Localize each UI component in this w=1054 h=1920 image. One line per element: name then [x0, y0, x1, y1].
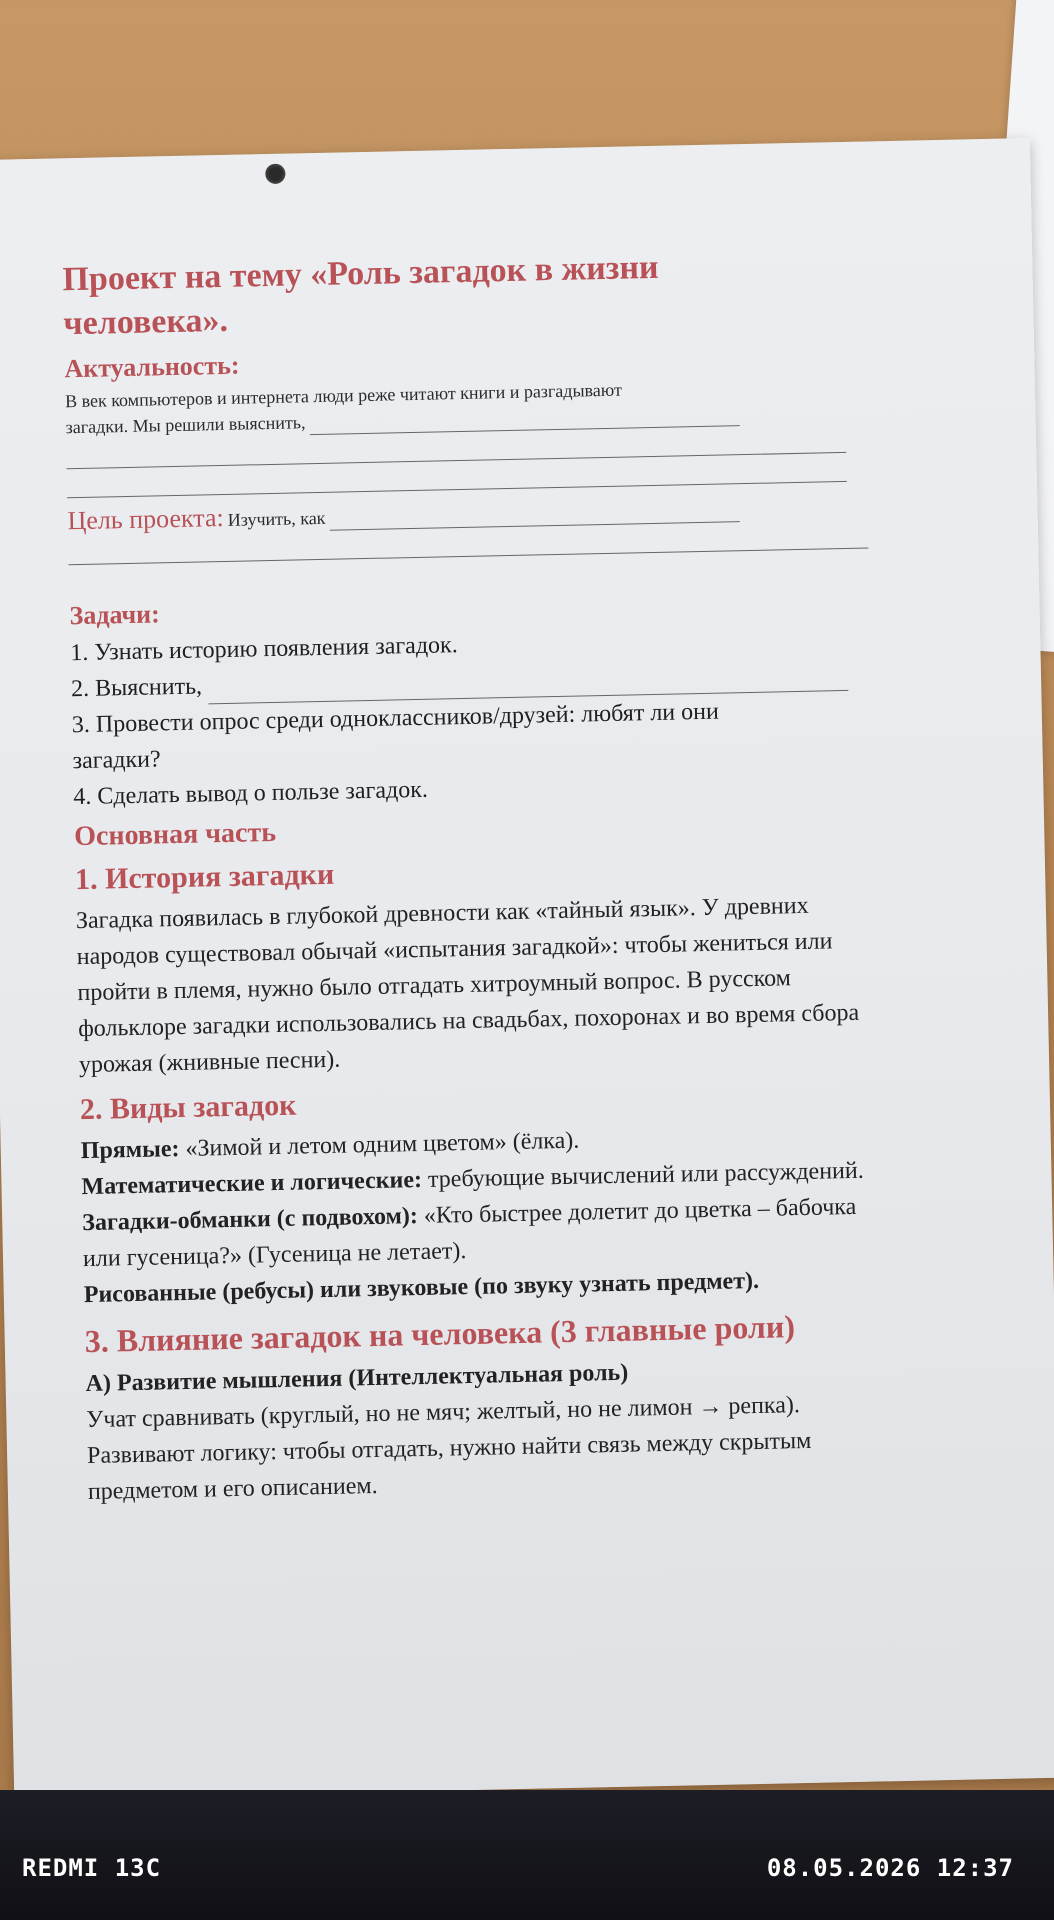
influence-heading: 3. Влияние загадок на человека (3 главные роли): [84, 1308, 796, 1360]
goal-text: Изучить, как: [227, 507, 326, 530]
document-title-line2: человека».: [63, 301, 229, 343]
relevance-text2: загадки. Мы решили выяснить,: [65, 412, 306, 438]
document-title-line1: Проект на тему «Роль загадок в жизни: [62, 248, 659, 299]
history-line: народов существовал обычай «испытания загадкой»: чтобы жениться или: [76, 928, 833, 971]
history-line: пройти в племя, нужно было отгадать хитроумный вопрос. В русском: [77, 965, 792, 1007]
types-trick-text: «Кто быстрее долетит до цветка – бабочка: [423, 1193, 857, 1229]
history-heading: 1. История загадки: [74, 857, 335, 897]
task-item-4: 4. Сделать вывод о пользе загадок.: [73, 776, 429, 811]
types-trick-label: Загадки-обманки (с подвохом):: [82, 1203, 419, 1237]
types-heading: 2. Виды загадок: [79, 1088, 297, 1127]
relevance-heading: Актуальность:: [64, 350, 240, 384]
types-drawn: Рисованные (ребусы) или звуковые (по звуку узнать предмет).: [83, 1267, 760, 1309]
history-line: фольклоре загадки использовались на свадьбах, похоронах и во время сбора: [77, 999, 860, 1043]
history-line: урожая (жнивные песни).: [78, 1046, 341, 1079]
types-math-label: Математические и логические:: [81, 1166, 423, 1201]
main-part-heading: Основная часть: [73, 816, 277, 853]
goal-heading: Цель проекта:: [67, 502, 224, 536]
influence-line: Развивают логику: чтобы отгадать, нужно найти связь между скрытым: [86, 1427, 812, 1470]
document-page: [0, 138, 1054, 1800]
camera-timestamp: 08.05.2026 12:37: [766, 1854, 1014, 1882]
task-item-1: 1. Узнать историю появления загадок.: [70, 632, 458, 667]
types-math-text: требующие вычислений или рассуждений.: [427, 1157, 864, 1193]
tasks-heading: Задачи:: [69, 599, 160, 631]
types-direct-label: Прямые:: [80, 1136, 180, 1165]
task-item-3: 3. Провести опрос среди одноклассников/друзей: любят ли они: [71, 698, 720, 739]
types-direct-text: «Зимой и летом одним цветом» (ёлка).: [185, 1127, 580, 1162]
influence-sub-a: А) Развитие мышления (Интеллектуальная роль): [85, 1359, 629, 1398]
influence-line: Учат сравнивать (круглый, но не мяч; желтый, но не лимон → репка).: [86, 1392, 801, 1434]
history-line: Загадка появилась в глубокой древности как «тайный язык». У древних: [75, 892, 809, 935]
types-trick-cont: или гусеница?» (Гусеница не летает).: [82, 1238, 467, 1273]
influence-line: предметом и его описанием.: [87, 1472, 378, 1506]
task-item-2: 2. Выяснить,: [70, 673, 203, 703]
pin-icon: [265, 164, 285, 184]
relevance-text1: В век компьютеров и интернета люди реже читают книги и разгадывают: [64, 379, 623, 412]
task-item-3-cont: загадки?: [72, 746, 161, 775]
document-content: [62, 239, 988, 1510]
camera-brand: REDMI 13C: [22, 1854, 162, 1882]
camera-footer: [0, 1790, 1054, 1920]
